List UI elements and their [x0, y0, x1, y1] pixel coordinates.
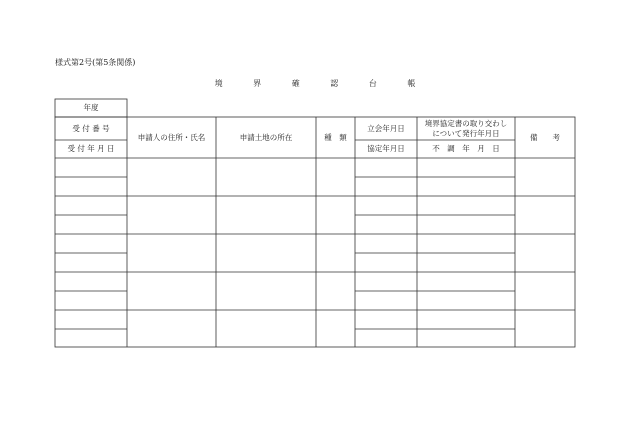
title-char: 台: [368, 79, 377, 88]
header-land-location: 申請土地の所在: [239, 133, 293, 142]
title-char: 境: [214, 79, 223, 88]
form-label: 様式第2号(第5条関係): [55, 58, 136, 67]
header-applicant: 申請人の住所・氏名: [137, 133, 206, 142]
header-type: 種 類: [324, 133, 347, 142]
title-char: 帳: [407, 79, 416, 88]
header-remarks: 備 考: [530, 133, 560, 142]
header-exchange-line1: 境界協定書の取り交わし: [424, 119, 508, 128]
header-receipt-number: 受 付 番 号: [72, 124, 110, 133]
header-receipt-date: 受 付 年 月 日: [67, 144, 115, 153]
header-witness-date: 立会年月日: [367, 124, 405, 133]
header-exchange-line2: について発行年月日: [432, 129, 500, 138]
title-char: 確: [291, 79, 300, 88]
header-disagreement-date: 不 調 年 月 日: [432, 144, 500, 153]
title-char: 界: [253, 79, 262, 88]
title-char: 認: [330, 79, 339, 88]
header-agreement-date: 協定年月日: [367, 144, 405, 153]
fiscal-year-label: 年度: [83, 103, 99, 112]
